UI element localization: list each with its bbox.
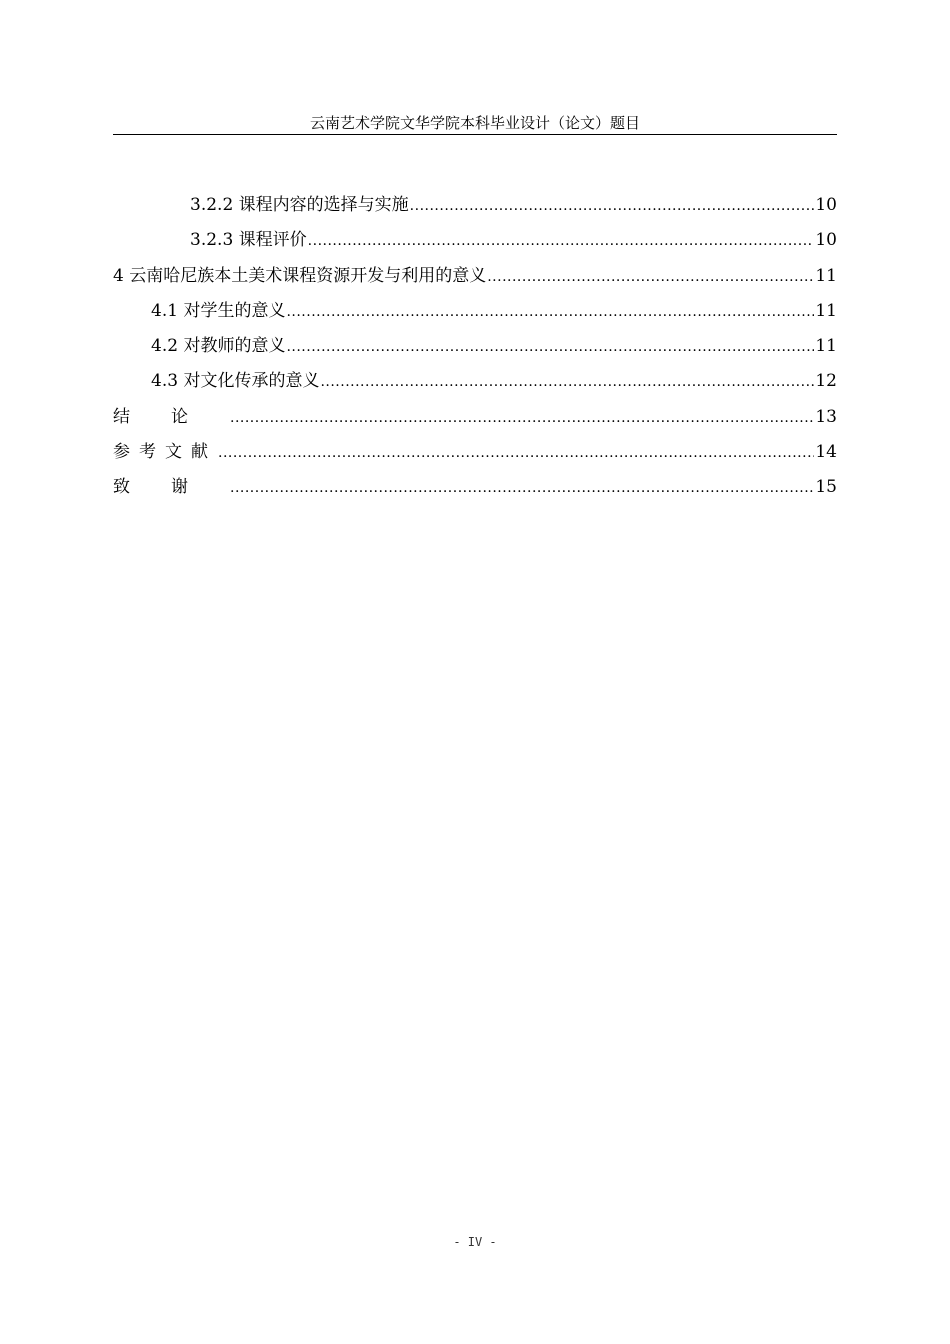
toc-dot-leader: [487, 263, 814, 291]
toc-entry-page: 15: [815, 477, 837, 498]
toc-dot-leader: [410, 192, 815, 220]
toc-entry[interactable]: [113, 332, 837, 367]
toc-entry-title: 结论: [113, 406, 229, 427]
table-of-contents: [113, 191, 837, 509]
page-header: [113, 112, 837, 135]
toc-entry-page: 12: [815, 371, 837, 392]
toc-entry-page: 14: [815, 442, 837, 463]
toc-dot-leader: [230, 404, 814, 432]
toc-entry[interactable]: [113, 473, 837, 508]
toc-entry[interactable]: [113, 297, 837, 332]
toc-entry-title: 参考文献: [113, 442, 217, 463]
toc-entry-title: 3.2.2 课程内容的选择与实施: [190, 195, 409, 215]
toc-entry[interactable]: [113, 226, 837, 261]
toc-dot-leader: [286, 298, 814, 326]
toc-entry[interactable]: [113, 438, 837, 473]
page-number: - IV -: [453, 1235, 497, 1249]
toc-entry-title: 4 云南哈尼族本土美术课程资源开发与利用的意义: [113, 265, 487, 286]
toc-entry-page: 10: [815, 230, 837, 251]
toc-entry-title: 4.1 对学生的意义: [151, 300, 286, 321]
toc-entry-title: 4.2 对教师的意义: [151, 336, 286, 357]
toc-entry[interactable]: [113, 262, 837, 297]
toc-dot-leader: [218, 439, 814, 467]
page-header-title: 云南艺术学院文华学院本科毕业设计（论文）题目: [309, 114, 640, 132]
toc-dot-leader: [320, 368, 814, 396]
toc-entry-page: 11: [815, 300, 837, 321]
toc-entry[interactable]: [113, 403, 837, 438]
page-footer: [0, 1235, 950, 1249]
toc-entry-title: 致谢: [113, 477, 229, 498]
toc-entry-page: 10: [815, 195, 837, 215]
toc-entry-page: 11: [815, 265, 837, 286]
toc-dot-leader: [230, 474, 814, 502]
toc-dot-leader: [286, 333, 814, 361]
toc-entry-title: 4.3 对文化传承的意义: [151, 371, 320, 392]
toc-entry[interactable]: [113, 367, 837, 402]
toc-entry[interactable]: [113, 191, 837, 226]
toc-entry-page: 13: [815, 406, 837, 427]
toc-dot-leader: [308, 227, 815, 255]
toc-entry-title: 3.2.3 课程评价: [190, 230, 307, 251]
toc-entry-page: 11: [815, 336, 837, 357]
